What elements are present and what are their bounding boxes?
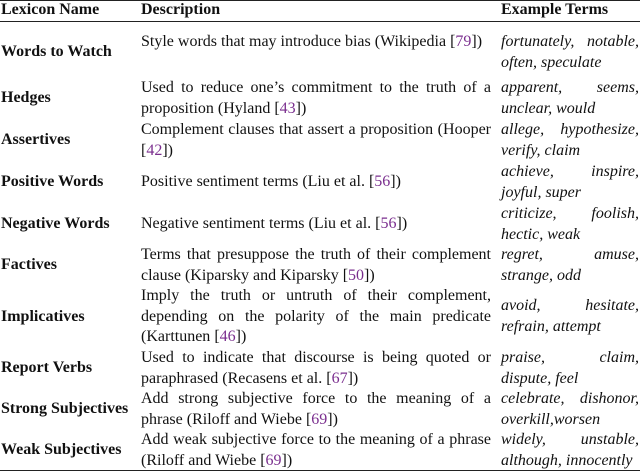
table-row — [0, 348, 640, 389]
table-row — [0, 430, 640, 471]
lexicon-name: Positive Words — [1, 173, 104, 191]
lexicon-description: Imply the truth or untruth of their complement, depending on the polarity of the main predicate (Karttunen [46]) — [141, 287, 491, 345]
citation-link[interactable]: 46 — [219, 328, 236, 345]
table-row — [0, 120, 640, 161]
header-example-terms: Example Terms — [501, 1, 609, 18]
citation-link[interactable]: 42 — [146, 141, 163, 159]
example-terms: allege, hypothesize, verify, claim — [501, 121, 639, 159]
lexicon-description: Style words that may introduce bias (Wikipedia [79]) — [141, 33, 483, 50]
citation-link[interactable]: 56 — [374, 173, 391, 190]
lexicon-name: Report Verbs — [1, 359, 93, 377]
citation-link[interactable]: 69 — [265, 451, 282, 469]
example-terms: achieve, inspire, joyful, super — [501, 163, 639, 201]
citation-link[interactable]: 69 — [311, 410, 328, 428]
citation-link[interactable]: 79 — [455, 33, 472, 50]
table-header-rule — [0, 21, 640, 22]
lexicon-description: Add weak subjective force to the meaning of a phrase (Riloff and Wiebe [69]) — [141, 431, 491, 469]
lexicon-name: Words to Watch — [1, 43, 112, 61]
lexicon-description: Positive sentiment terms (Liu et al. [56]) — [141, 173, 401, 190]
table-row — [0, 286, 640, 348]
example-terms: apparent, seems, unclear, would — [501, 79, 639, 117]
lexicon-description: Negative sentiment terms (Liu et al. [56]) — [141, 215, 408, 232]
lexicon-name: Hedges — [1, 89, 51, 107]
lexicon-name: Weak Subjectives — [1, 441, 122, 459]
lexicon-description: Used to reduce one’s commitment to the truth of a proposition (Hyland [43]) — [141, 79, 491, 117]
example-terms: regret, amuse, strange, odd — [501, 246, 639, 284]
example-terms: praise, claim, dispute, feel — [501, 349, 639, 387]
lexicon-name: Implicatives — [1, 307, 85, 325]
lexicon-description: Complement clauses that assert a proposition (Hooper [42]) — [141, 121, 491, 159]
table-row — [0, 32, 640, 73]
citation-link[interactable]: 43 — [279, 99, 296, 117]
table-row — [0, 245, 640, 286]
lexicon-name: Negative Words — [1, 215, 110, 233]
header-lexicon-name: Lexicon Name — [1, 1, 100, 18]
table-row — [0, 389, 640, 430]
table-row — [0, 78, 640, 119]
example-terms: celebrate, dishonor, overkill,worsen — [501, 390, 639, 428]
table-row — [0, 204, 640, 245]
citation-link[interactable]: 67 — [331, 369, 348, 387]
lexicon-description: Terms that presuppose the truth of their complement clause (Kiparsky and Kiparsky [50]) — [141, 246, 491, 284]
example-terms: widely, unstable, although, innocently — [501, 431, 639, 469]
lexicon-name: Assertives — [1, 131, 71, 149]
example-terms: fortunately, notable, often, speculate — [501, 33, 639, 71]
header-description: Description — [141, 1, 221, 18]
example-terms: criticize, foolish, hectic, weak — [501, 205, 639, 243]
lexicon-name: Factives — [1, 256, 57, 274]
citation-link[interactable]: 50 — [348, 266, 365, 284]
example-terms: avoid, hesitate, refrain, attempt — [501, 297, 639, 335]
lexicon-description: Used to indicate that discourse is being quoted or paraphrased (Recasens et al. [67]) — [141, 349, 491, 387]
citation-link[interactable]: 56 — [380, 215, 397, 232]
table-row — [0, 162, 640, 203]
lexicon-description: Add strong subjective force to the meaning of a phrase (Riloff and Wiebe [69]) — [141, 390, 491, 428]
lexicon-name: Strong Subjectives — [1, 400, 129, 418]
